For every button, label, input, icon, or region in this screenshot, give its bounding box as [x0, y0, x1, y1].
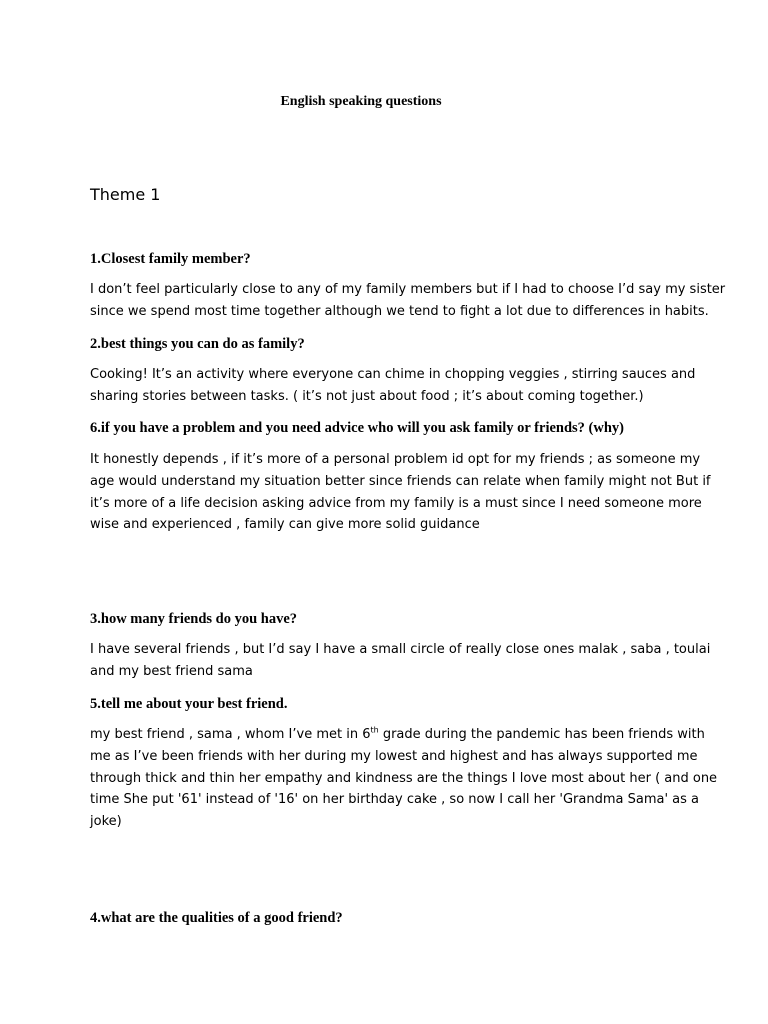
answer-line: me as I’ve been friends with her during my lowest and highest and has always supported me — [90, 748, 698, 764]
question-5: 5.tell me about your best friend. — [90, 696, 288, 712]
answer-3 — [90, 639, 711, 683]
question-1: 1.Closest family member? — [90, 251, 251, 267]
question-4: 4.what are the qualities of a good friend? — [90, 910, 343, 926]
question-6: 6.if you have a problem and you need advice who will you ask family or friends? (why) — [90, 420, 624, 436]
document-title: English speaking questions — [280, 94, 442, 109]
ordinal-suffix: th — [370, 725, 379, 735]
answer-line: age would understand my situation better since friends can relate when family might not But if — [90, 473, 711, 489]
answer-line: it’s more of a life decision asking advice from my family is a must since I need someone more — [90, 495, 702, 511]
answer-text: grade during the pandemic has been friends with — [378, 727, 705, 742]
answer-2 — [90, 364, 696, 408]
answer-line: I don’t feel particularly close to any of my family members but if I had to choose I’d say my sister — [90, 282, 726, 297]
answer-line: Cooking! It’s an activity where everyone can chime in chopping veggies , stirring sauces and — [90, 367, 696, 382]
answer-line: I have several friends , but I’d say I have a small circle of really close ones malak , saba , toulai — [90, 642, 711, 657]
answer-line: wise and experienced , family can give more solid guidance — [90, 517, 480, 533]
answer-text: my best friend , sama , whom I’ve met in 6 — [90, 727, 371, 742]
question-3: 3.how many friends do you have? — [90, 611, 298, 627]
answer-5 — [90, 724, 718, 833]
answer-line: sharing stories between tasks. ( it’s not just about food ; it’s about coming together.) — [90, 388, 644, 404]
answer-line: through thick and thin her empathy and kindness are the things I love most about her ( and one — [90, 770, 718, 786]
answer-line: It honestly depends , if it’s more of a personal problem id opt for my friends ; as someone my — [90, 452, 701, 467]
answer-line: since we spend most time together although we tend to fight a lot due to differences in habits. — [90, 303, 709, 319]
theme-heading: Theme 1 — [90, 185, 161, 204]
answer-line: time She put '61' instead of '16' on her birthday cake , so now I call her 'Grandma Sama' as a — [90, 792, 699, 808]
answer-line — [90, 724, 705, 746]
answer-1 — [90, 279, 726, 323]
question-2: 2.best things you can do as family? — [90, 336, 305, 352]
answer-6 — [90, 449, 711, 536]
answer-line: and my best friend sama — [90, 663, 253, 679]
answer-line: joke) — [90, 814, 122, 830]
